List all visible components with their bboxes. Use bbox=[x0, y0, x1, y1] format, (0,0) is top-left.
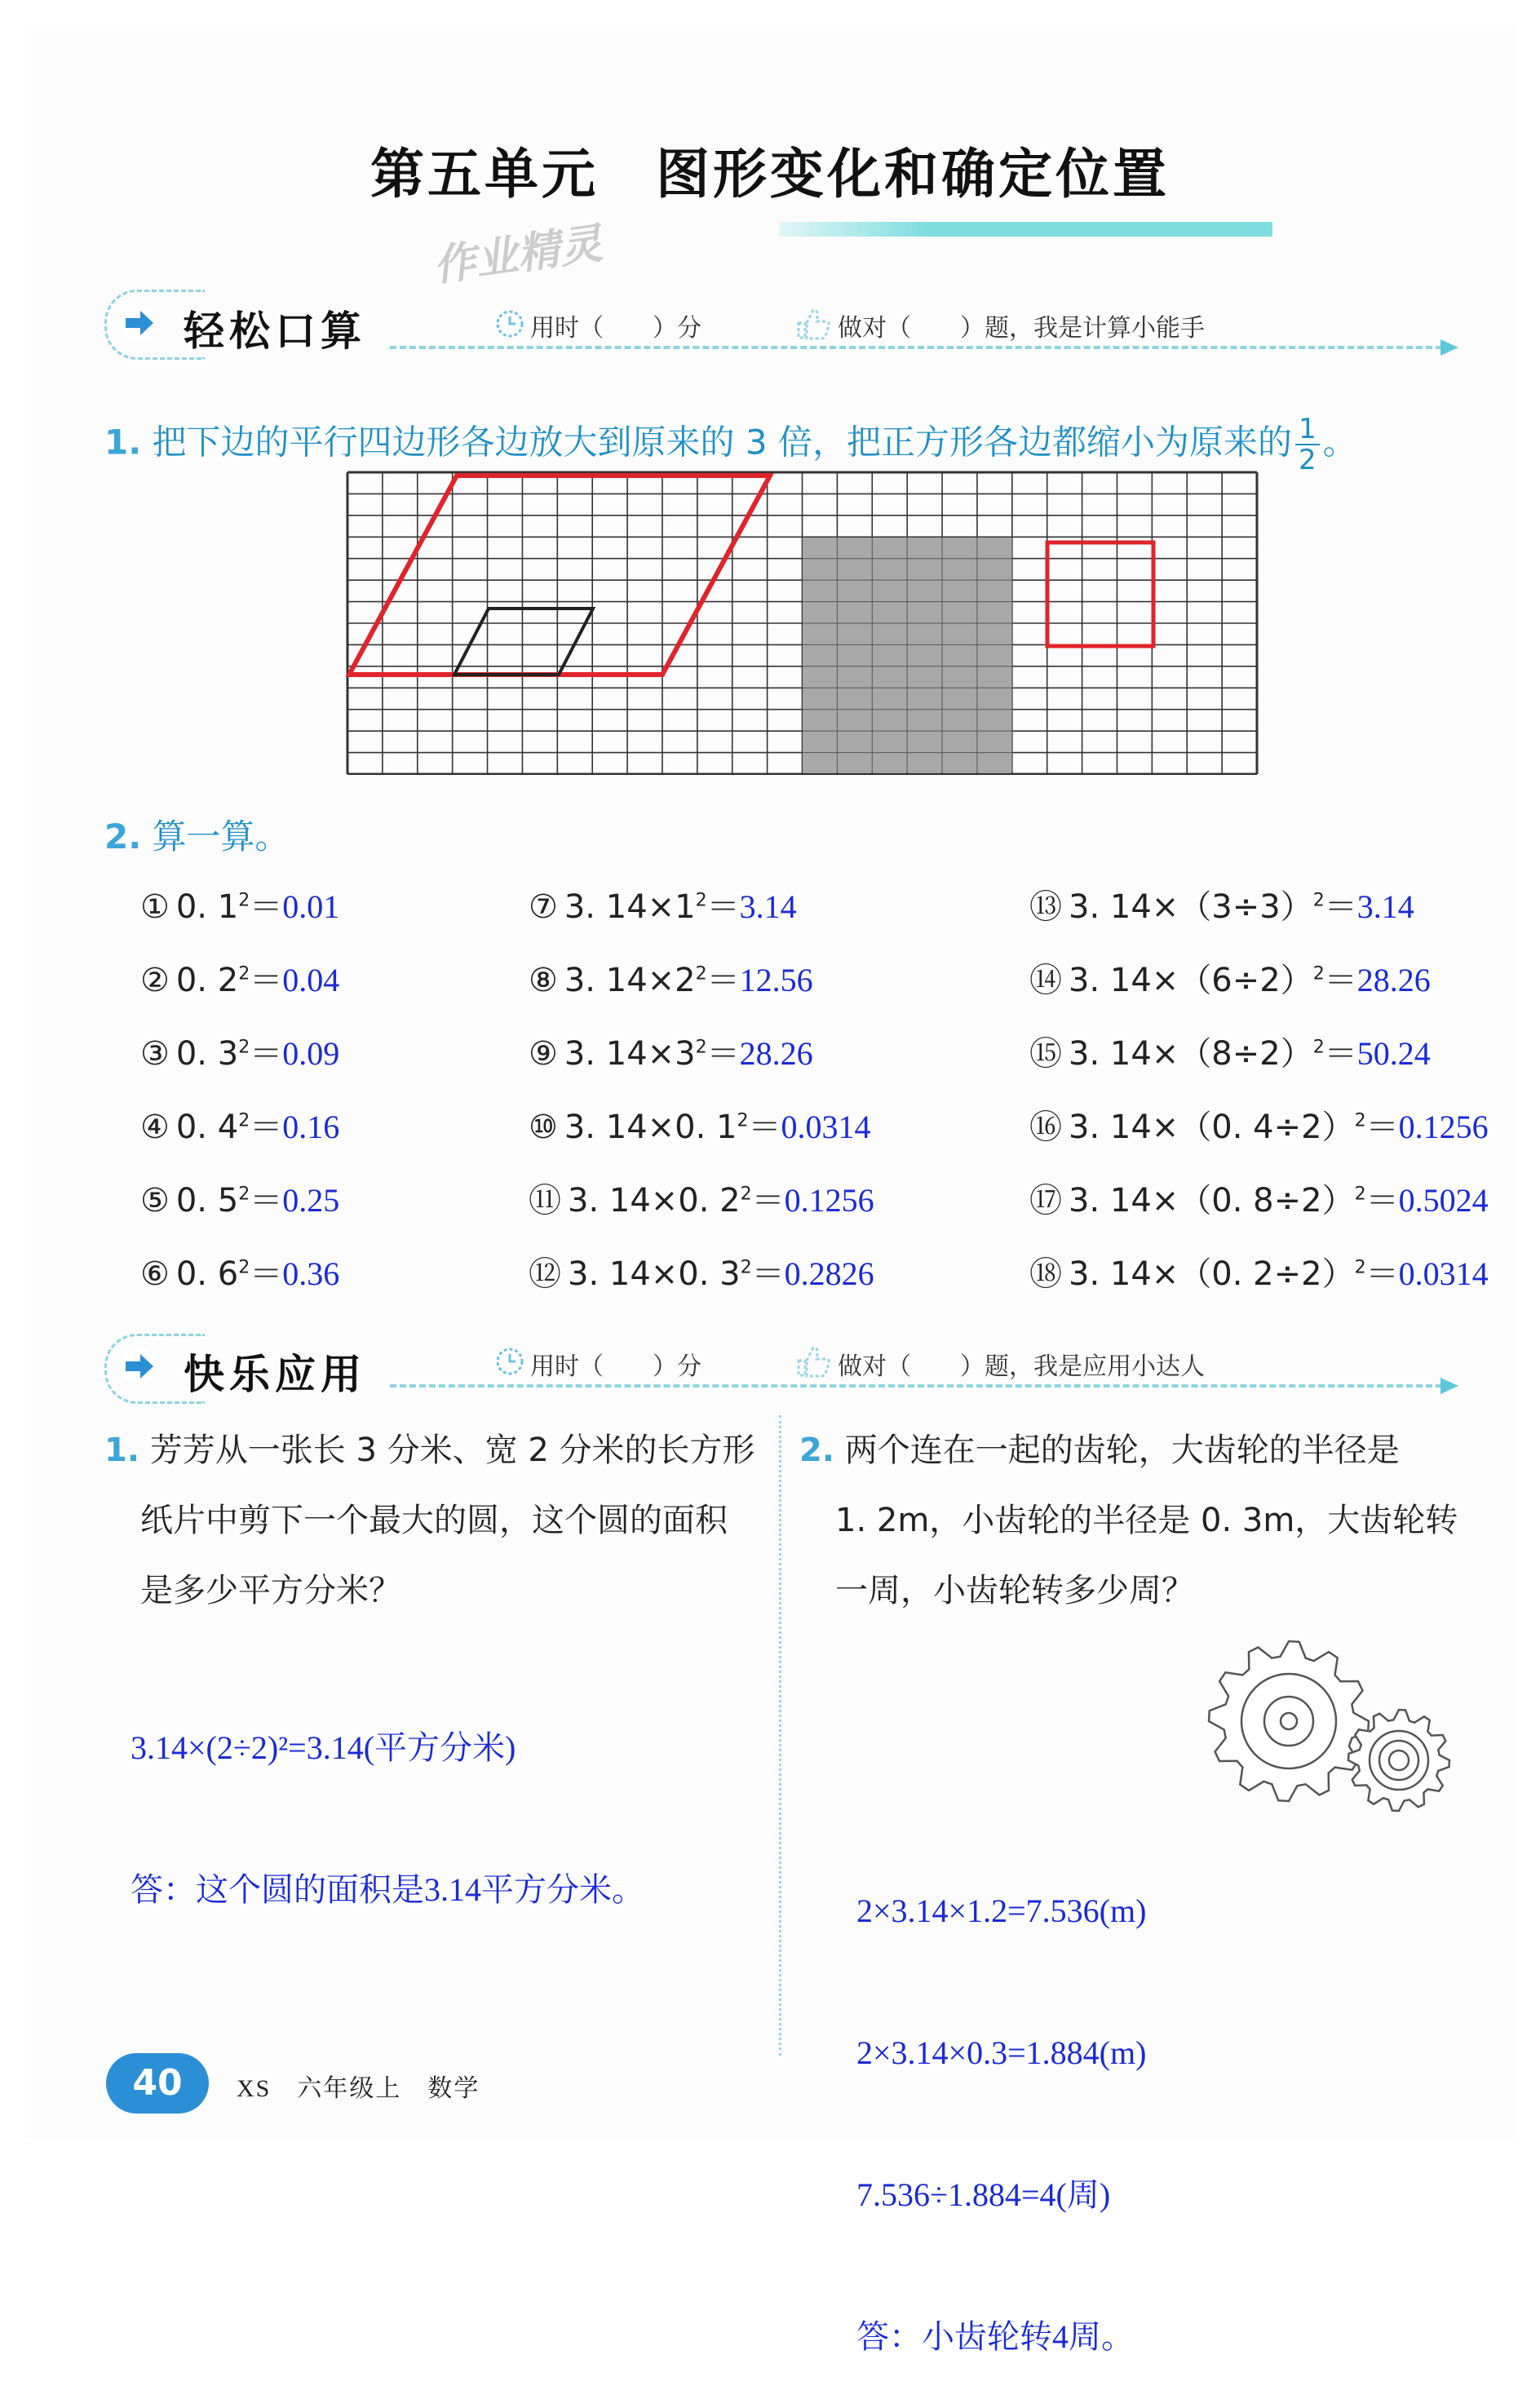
grid-figure bbox=[346, 471, 1259, 775]
calc-answer[interactable]: 3.14 bbox=[739, 888, 797, 925]
title-underline bbox=[779, 222, 1272, 237]
calc-answer[interactable]: 0.1256 bbox=[784, 1182, 874, 1219]
calc-item bbox=[140, 1101, 339, 1148]
divider-arrow-icon bbox=[1440, 1378, 1458, 1394]
question-1 bbox=[104, 414, 1357, 475]
calc-answer[interactable]: 0.0314 bbox=[781, 1109, 871, 1145]
calc-item bbox=[529, 1028, 813, 1074]
calc-exponent: 2 bbox=[238, 1037, 250, 1058]
calc-exponent: 2 bbox=[740, 1257, 752, 1278]
calc-exponent: 2 bbox=[695, 1037, 707, 1058]
answer-line: 3.14×(2÷2)²=3.14(平方分米) bbox=[131, 1729, 516, 1766]
calc-exponent: 2 bbox=[737, 1110, 749, 1131]
calc-exponent: 2 bbox=[238, 1184, 250, 1205]
calc-answer[interactable]: 0.01 bbox=[282, 888, 340, 925]
calc-index: ④ bbox=[140, 1109, 170, 1146]
calc-item bbox=[529, 881, 797, 927]
calc-answer[interactable]: 0.1256 bbox=[1398, 1109, 1489, 1145]
calc-equals: ＝ bbox=[706, 1035, 740, 1073]
calc-equals: ＝ bbox=[1365, 1109, 1399, 1146]
calc-equals: ＝ bbox=[706, 962, 740, 999]
thumbs-up-icon bbox=[795, 1343, 833, 1379]
question-number: 2. bbox=[104, 817, 142, 857]
calc-expression: 0. 2 bbox=[175, 962, 239, 999]
calc-item bbox=[140, 1028, 339, 1074]
calc-index: ⑩ bbox=[529, 1109, 558, 1146]
fraction-numerator: 1 bbox=[1295, 414, 1320, 445]
column-divider bbox=[779, 1415, 781, 2056]
problem-line: 一周，小齿轮转多少周？ bbox=[835, 1572, 1194, 1609]
calc-expression: 3. 14×0. 1 bbox=[564, 1109, 737, 1146]
problem-line: 芳芳从一张长 3 分米、宽 2 分米的长方形 bbox=[149, 1432, 755, 1469]
calc-expression: 3. 14×0. 3 bbox=[568, 1255, 741, 1293]
problem-number: 2. bbox=[799, 1432, 835, 1469]
calc-answer[interactable]: 0.0314 bbox=[1398, 1255, 1489, 1292]
calc-item bbox=[529, 954, 813, 1001]
calc-answer[interactable]: 28.26 bbox=[739, 1035, 813, 1072]
divider-arrow-icon bbox=[1440, 339, 1458, 356]
question-2 bbox=[104, 810, 290, 859]
answer-line: 答：小齿轮转4周。 bbox=[856, 2318, 1134, 2355]
calc-index: ⑯ bbox=[1029, 1109, 1062, 1146]
calc-answer[interactable]: 0.2826 bbox=[784, 1255, 874, 1292]
calc-expression: 0. 4 bbox=[175, 1109, 239, 1146]
calc-equals: ＝ bbox=[1324, 1035, 1357, 1073]
calc-expression: 3. 14×（8÷2） bbox=[1069, 1035, 1313, 1073]
calc-exponent: 2 bbox=[1354, 1257, 1366, 1278]
calc-item bbox=[529, 1101, 870, 1148]
calc-expression: 3. 14×1 bbox=[564, 888, 696, 926]
calc-item bbox=[1029, 881, 1414, 927]
calc-equals: ＝ bbox=[1324, 962, 1357, 999]
gears-illustration bbox=[1199, 1640, 1460, 1819]
problem-line: 两个连在一起的齿轮，大齿轮的半径是 bbox=[844, 1432, 1400, 1469]
clock-icon bbox=[493, 1344, 526, 1377]
question-number: 1. bbox=[104, 422, 142, 463]
arrow-right-icon bbox=[121, 304, 158, 342]
calc-exponent: 2 bbox=[740, 1184, 752, 1205]
calc-answer[interactable]: 0.36 bbox=[282, 1255, 340, 1292]
calc-equals: ＝ bbox=[250, 888, 283, 926]
calc-equals: ＝ bbox=[250, 962, 283, 999]
calc-exponent: 2 bbox=[238, 1257, 250, 1278]
calc-exponent: 2 bbox=[238, 1110, 250, 1131]
calc-expression: 3. 14×（0. 4÷2） bbox=[1069, 1109, 1355, 1146]
section-title: 轻松口算 bbox=[184, 308, 366, 355]
calc-equals: ＝ bbox=[1365, 1182, 1399, 1219]
calc-equals: ＝ bbox=[250, 1109, 283, 1146]
problem-line: 1. 2m，小齿轮的半径是 0. 3m，大齿轮转 bbox=[835, 1502, 1458, 1539]
calc-answer[interactable]: 28.26 bbox=[1356, 962, 1431, 998]
calc-index: ① bbox=[140, 888, 170, 926]
calc-expression: 3. 14×（0. 2÷2） bbox=[1069, 1255, 1355, 1293]
calc-expression: 3. 14×（6÷2） bbox=[1069, 962, 1313, 999]
calc-item bbox=[529, 1175, 874, 1221]
calc-index: ⑥ bbox=[140, 1255, 170, 1293]
time-field[interactable]: 用时（ ）分 bbox=[530, 1352, 701, 1381]
fraction bbox=[1295, 414, 1320, 475]
calc-index: ⑧ bbox=[529, 962, 558, 999]
calc-exponent: 2 bbox=[1312, 890, 1325, 911]
small-parallelogram bbox=[454, 609, 593, 675]
page-title: 第五单元 图形变化和确定位置 bbox=[370, 143, 1170, 206]
calc-index: ⑦ bbox=[529, 888, 558, 926]
calc-index: ② bbox=[140, 962, 170, 999]
calc-exponent: 2 bbox=[1354, 1184, 1366, 1205]
calc-expression: 3. 14×3 bbox=[564, 1035, 696, 1073]
calc-item bbox=[1029, 1175, 1489, 1221]
calc-item bbox=[1029, 1248, 1489, 1295]
calc-exponent: 2 bbox=[238, 890, 250, 911]
calc-index: ⑪ bbox=[529, 1182, 561, 1219]
calc-answer[interactable]: 0.04 bbox=[282, 962, 340, 998]
calc-item bbox=[529, 1248, 874, 1295]
answer-2 bbox=[856, 1793, 1146, 2408]
calc-item bbox=[1029, 1101, 1489, 1148]
calc-expression: 3. 14×0. 2 bbox=[568, 1182, 741, 1219]
calc-exponent: 2 bbox=[1312, 1037, 1325, 1058]
clock-icon bbox=[493, 307, 526, 339]
calc-index: ⑰ bbox=[1029, 1182, 1062, 1219]
calc-item bbox=[140, 1175, 339, 1221]
correct-field[interactable]: 做对（ ）题，我是应用小达人 bbox=[838, 1352, 1205, 1381]
calc-index: ⑮ bbox=[1029, 1035, 1062, 1073]
large-gear bbox=[1209, 1641, 1369, 1801]
correct-field[interactable]: 做对（ ）题，我是计算小能手 bbox=[838, 314, 1205, 343]
calc-expression: 3. 14×（0. 8÷2） bbox=[1069, 1182, 1355, 1219]
calc-expression: 3. 14×2 bbox=[564, 962, 696, 999]
calc-exponent: 2 bbox=[695, 890, 707, 911]
calc-item bbox=[1029, 954, 1431, 1001]
calc-exponent: 2 bbox=[1354, 1110, 1366, 1131]
calc-equals: ＝ bbox=[250, 1035, 283, 1073]
calc-equals: ＝ bbox=[1365, 1255, 1399, 1293]
calc-item bbox=[1029, 1028, 1431, 1074]
problem-1 bbox=[104, 1415, 773, 1626]
page-number: 40 bbox=[106, 2053, 209, 2114]
calc-expression: 0. 1 bbox=[175, 888, 239, 926]
calc-item bbox=[140, 881, 339, 927]
calc-exponent: 2 bbox=[238, 963, 250, 985]
calc-index: ⑨ bbox=[529, 1035, 558, 1073]
calc-index: ⑤ bbox=[140, 1182, 170, 1219]
calc-index: ⑫ bbox=[529, 1255, 561, 1293]
footer-text: XS 六年级上 数学 bbox=[237, 2075, 480, 2102]
section-divider bbox=[390, 1384, 1442, 1388]
calc-expression: 3. 14×（3÷3） bbox=[1069, 888, 1313, 926]
calc-expression: 0. 5 bbox=[175, 1182, 239, 1219]
gear-teeth bbox=[1209, 1641, 1369, 1801]
calc-answer[interactable]: 3.14 bbox=[1356, 888, 1414, 925]
answer-line: 2×3.14×0.3=1.884(m) bbox=[856, 2034, 1147, 2071]
calc-equals: ＝ bbox=[751, 1182, 785, 1219]
grid-lines bbox=[347, 472, 1257, 774]
calc-equals: ＝ bbox=[250, 1182, 283, 1219]
calc-exponent: 2 bbox=[695, 963, 707, 985]
calc-item bbox=[140, 1248, 339, 1295]
answer-1 bbox=[131, 1630, 644, 1961]
answer-line: 答：这个圆的面积是3.14平方分米。 bbox=[131, 1871, 644, 1908]
answer-line: 2×3.14×1.2=7.536(m) bbox=[856, 1892, 1147, 1929]
calc-index: ⑱ bbox=[1029, 1255, 1062, 1293]
calc-expression: 0. 6 bbox=[175, 1255, 239, 1293]
calc-answer[interactable]: 0.16 bbox=[282, 1109, 340, 1145]
calc-index: ⑬ bbox=[1029, 888, 1062, 926]
problem-number: 1. bbox=[104, 1432, 140, 1469]
calc-answer[interactable]: 0.5024 bbox=[1398, 1182, 1489, 1219]
calc-item bbox=[140, 954, 339, 1001]
problem-line: 是多少平方分米？ bbox=[140, 1572, 401, 1609]
thumbs-up-icon bbox=[795, 305, 833, 341]
question-end: 。 bbox=[1322, 422, 1357, 463]
calc-equals: ＝ bbox=[751, 1255, 785, 1293]
time-field[interactable]: 用时（ ）分 bbox=[530, 314, 701, 343]
calc-equals: ＝ bbox=[1324, 888, 1357, 926]
answer-line: 7.536÷1.884=4(周) bbox=[856, 2176, 1111, 2213]
calc-equals: ＝ bbox=[250, 1255, 283, 1293]
question-text: 算一算。 bbox=[152, 817, 290, 857]
calc-answer[interactable]: 0.09 bbox=[282, 1035, 340, 1072]
calc-equals: ＝ bbox=[706, 888, 740, 926]
calc-answer[interactable]: 0.25 bbox=[282, 1182, 340, 1219]
calc-index: ③ bbox=[140, 1035, 170, 1073]
calc-equals: ＝ bbox=[748, 1109, 781, 1146]
calc-exponent: 2 bbox=[1312, 963, 1325, 985]
question-text: 把下边的平行四边形各边放大到原来的 3 倍，把正方形各边都缩小为原来的 bbox=[152, 422, 1292, 463]
arrow-right-icon bbox=[121, 1348, 158, 1385]
calc-index: ⑭ bbox=[1029, 962, 1062, 999]
section-divider bbox=[390, 346, 1442, 349]
calc-answer[interactable]: 50.24 bbox=[1356, 1035, 1431, 1072]
fraction-denominator: 2 bbox=[1298, 444, 1317, 476]
problem-line: 纸片中剪下一个最大的圆，这个圆的面积 bbox=[140, 1502, 728, 1539]
section-title: 快乐应用 bbox=[184, 1351, 366, 1398]
calc-expression: 0. 3 bbox=[175, 1035, 239, 1073]
watermark: 作业精灵 bbox=[430, 219, 605, 292]
problem-2 bbox=[799, 1415, 1493, 1626]
calc-answer[interactable]: 12.56 bbox=[739, 962, 813, 998]
